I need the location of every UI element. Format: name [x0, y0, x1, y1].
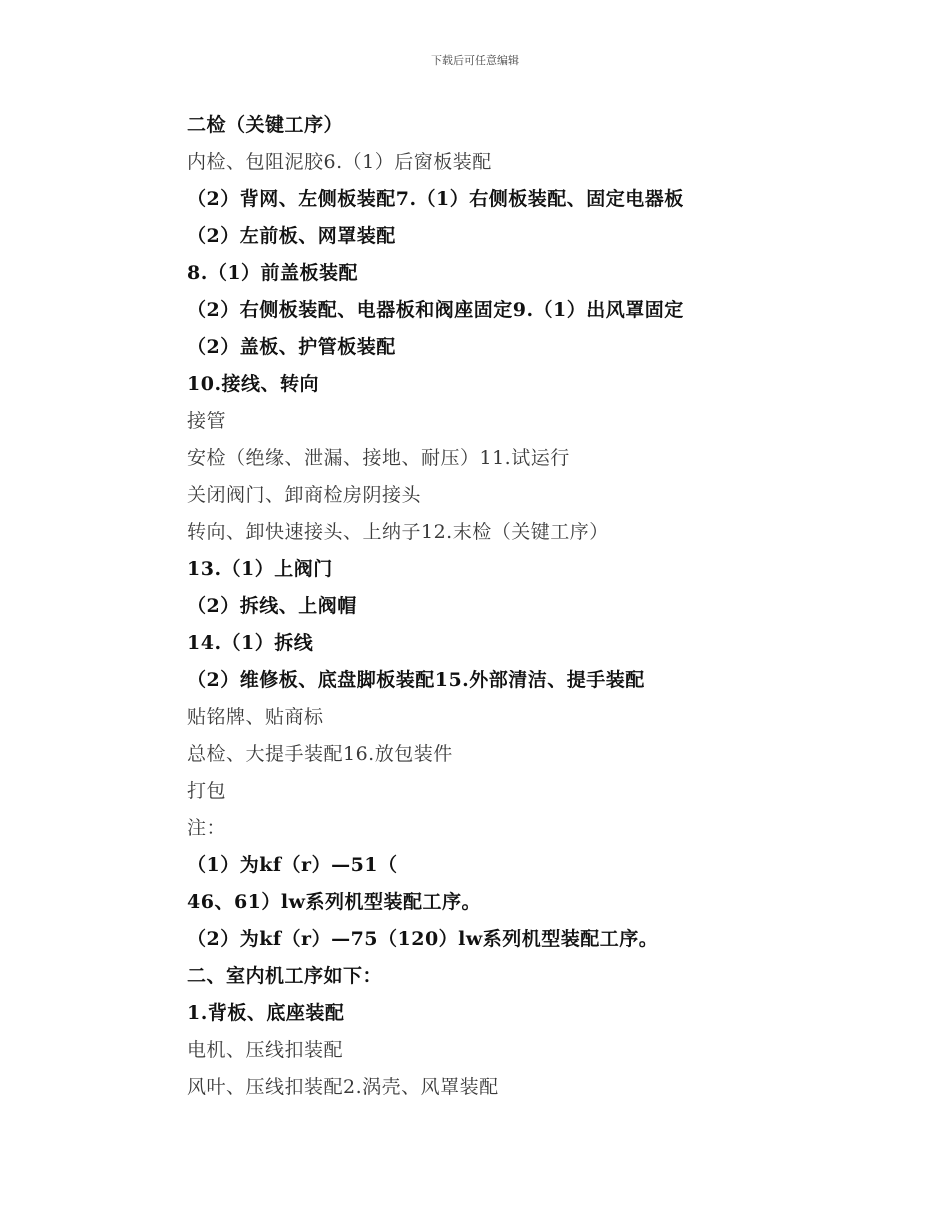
text-line: 注： [187, 817, 227, 839]
text-line: 8.（1）前盖板装配 [187, 262, 359, 284]
text-line: （2）左前板、网罩装配 [187, 225, 396, 247]
text-line: （2）背网、左侧板装配7.（1）右侧板装配、固定电器板 [187, 188, 684, 210]
text-line: 接管 [187, 410, 227, 432]
text-line: 二检（关键工序） [187, 114, 344, 136]
text-line: 13.（1）上阀门 [187, 558, 333, 580]
text-line: （1）为kf（r）—51（ [187, 854, 398, 876]
page-header: 下载后可任意编辑 [431, 54, 519, 67]
text-line: （2）维修板、底盘脚板装配15.外部清洁、提手装配 [187, 669, 645, 691]
text-line: （2）为kf（r）—75（120）lw系列机型装配工序。 [187, 928, 659, 950]
text-line: 转向、卸快速接头、上纳子12.末检（关键工序） [187, 521, 609, 543]
text-line: 1.背板、底座装配 [187, 1002, 345, 1024]
text-line: 二、室内机工序如下： [187, 965, 383, 987]
text-line: （2）盖板、护管板装配 [187, 336, 396, 358]
text-line: 电机、压线扣装配 [187, 1039, 344, 1061]
text-line: 关闭阀门、卸商检房阴接头 [187, 484, 422, 506]
text-line: 46、61）lw系列机型装配工序。 [187, 891, 481, 913]
text-line: （2）拆线、上阀帽 [187, 595, 357, 617]
text-line: 总检、大提手装配16.放包装件 [187, 743, 453, 765]
text-line: 风叶、压线扣装配2.涡壳、风罩装配 [187, 1076, 499, 1098]
text-line: 内检、包阻泥胶6.（1）后窗板装配 [187, 151, 492, 173]
text-line: （2）右侧板装配、电器板和阀座固定9.（1）出风罩固定 [187, 299, 684, 321]
document-body [187, 107, 887, 1106]
text-line: 安检（绝缘、泄漏、接地、耐压）11.试运行 [187, 447, 570, 469]
text-line: 10.接线、转向 [187, 373, 320, 395]
text-line: 打包 [187, 780, 227, 802]
text-line: 贴铭牌、贴商标 [187, 706, 324, 728]
text-line: 14.（1）拆线 [187, 632, 314, 654]
